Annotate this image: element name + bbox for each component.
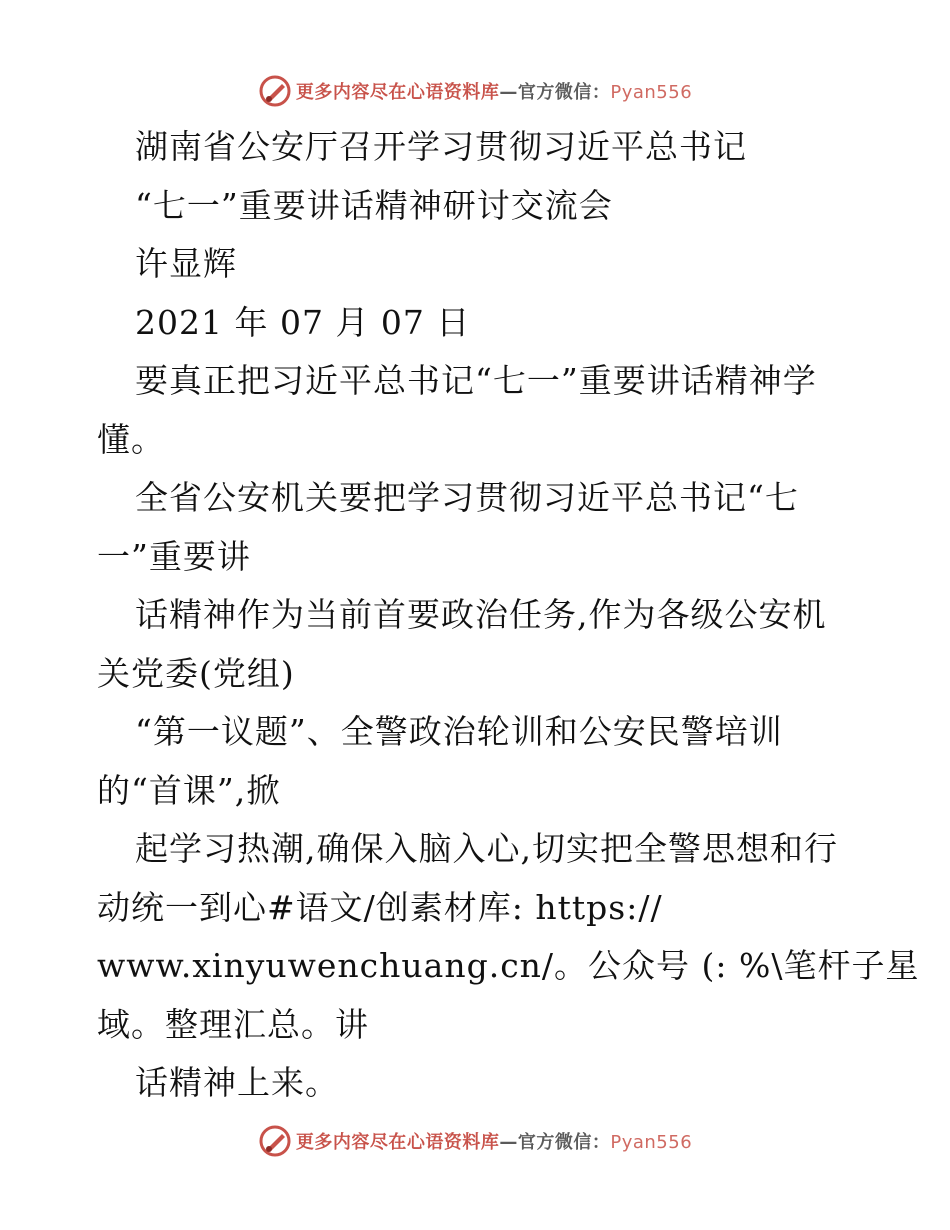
- body-line: 起学习热潮,确保入脑入心,切实把全警思想和行: [135, 829, 838, 868]
- banner-text: 更多内容尽在心语资料库—官方微信：Pyan556: [295, 82, 693, 103]
- body-line: 话精神作为当前首要政治任务,作为各级公安机: [135, 595, 827, 634]
- body-line: 全省公安机关要把学习贯彻习近平总书记“七: [135, 478, 799, 517]
- banner-text: 更多内容尽在心语资料库—官方微信：Pyan556: [295, 1132, 693, 1153]
- document-author: 许显辉: [135, 244, 237, 283]
- body-line: 的“首课”,掀: [97, 770, 281, 810]
- body-line: 一”重要讲: [97, 536, 251, 576]
- document-body: [97, 118, 920, 1113]
- body-line: www.xinyuwenchuang.cn/。公众号 (: %\笔杆子星: [97, 946, 920, 985]
- brush-logo-icon: [258, 74, 292, 108]
- footer-banner: [0, 1121, 950, 1161]
- document-title-line-2: “七一”重要讲话精神研讨交流会: [135, 185, 613, 225]
- body-line: 懂。: [97, 419, 165, 459]
- brush-logo-icon: [258, 1124, 292, 1158]
- document-title-line-1: 湖南省公安厅召开学习贯彻习近平总书记: [135, 127, 747, 166]
- body-line: 关党委(党组): [97, 653, 295, 693]
- header-banner: [0, 71, 950, 111]
- body-line: 话精神上来。: [135, 1063, 339, 1102]
- document-date: 2021 年 07 月 07 日: [135, 302, 471, 342]
- body-line: 动统一到心#语文/创素材库: https://: [97, 887, 663, 927]
- body-line: 域。整理汇总。讲: [97, 1004, 369, 1044]
- body-line: “第一议题”、全警政治轮训和公安民警培训: [135, 712, 783, 751]
- body-line: 要真正把习近平总书记“七一”重要讲话精神学: [135, 361, 817, 400]
